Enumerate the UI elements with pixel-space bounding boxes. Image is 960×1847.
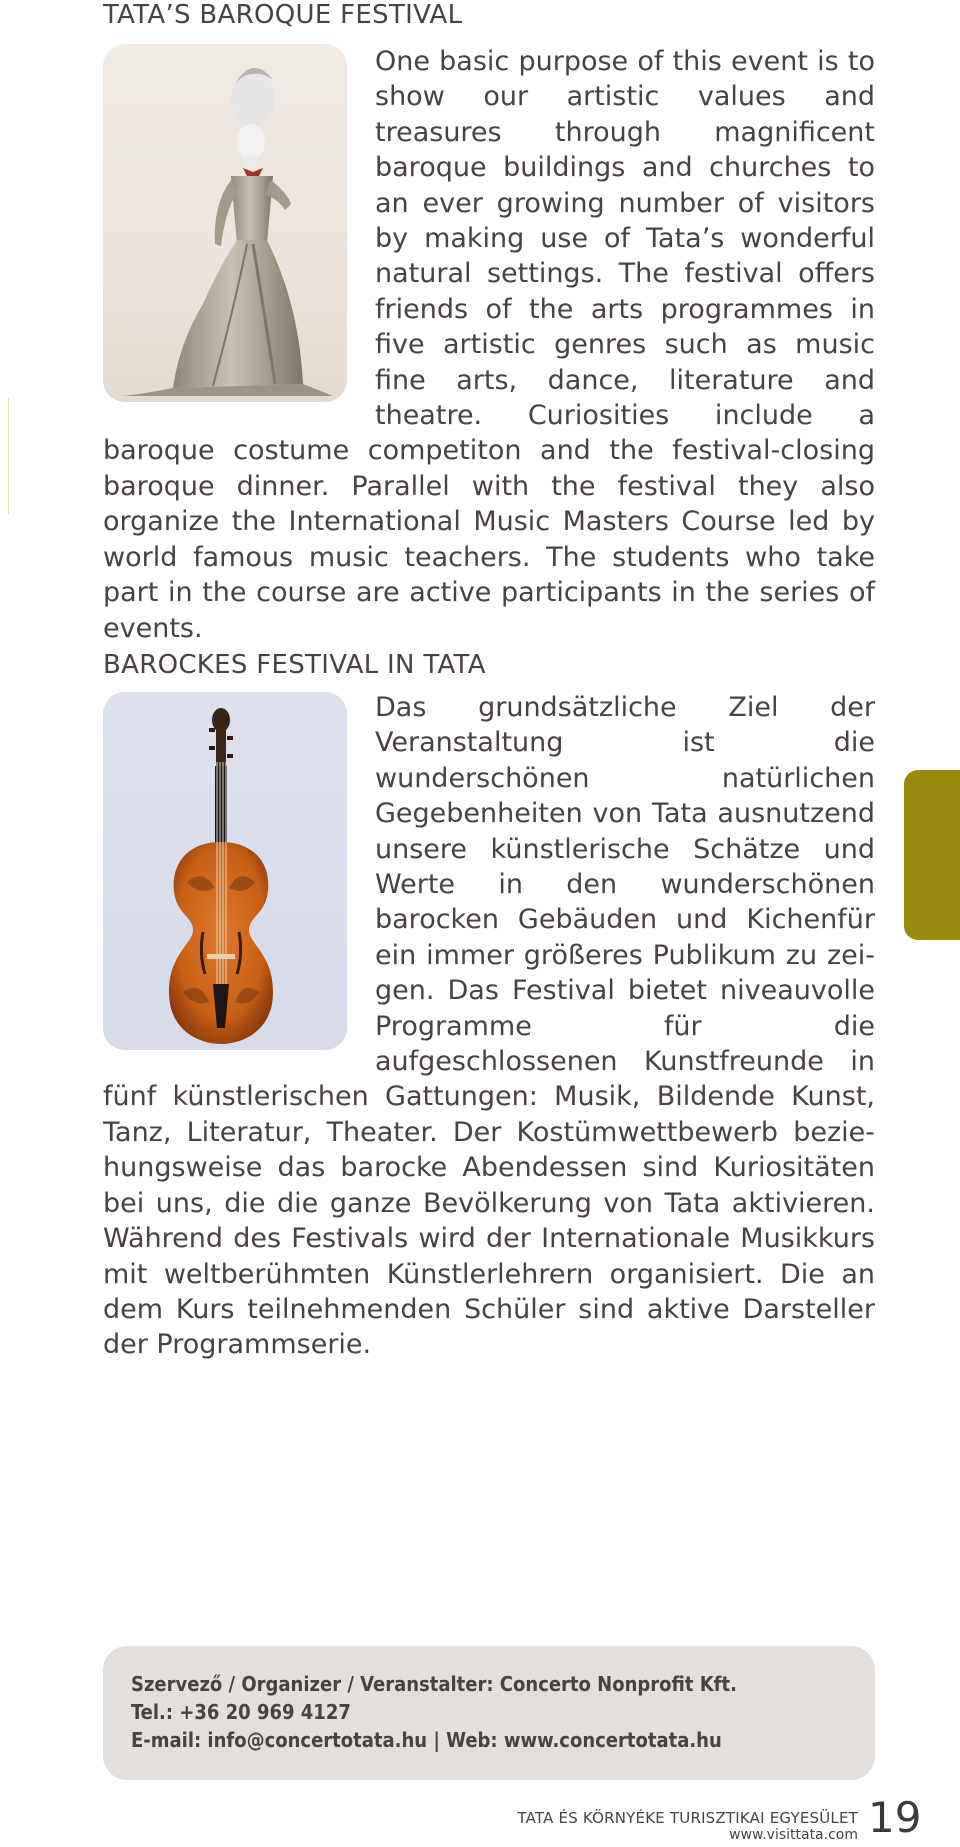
section-heading: BAROCKES FESTIVAL IN TATA (103, 650, 486, 680)
page-number: 19 (868, 1793, 922, 1842)
margin-rule (8, 398, 9, 514)
organizer-line: Szervező / Organizer / Veranstalter: Concerto Nonprofit Kft. (131, 1672, 737, 1696)
chapter-tab (904, 770, 960, 940)
section-body: One basic purpose of this event is to show our artistic values and treasures through magnificent baroque buildings and churches to an ever growing number of visitors by making use of Tata’s wonderful natural settings. The festival offers friends of the arts programmes in five artistic genres such as music fine arts, dance, literature and theatre. Curiosities include a baroque costume competiton and the festival-closing baroque dinner. Parallel with the festival they also organize the International Music Masters Course led by world famous music teachers. The students who take part in the course are active participants in the series of events. (103, 46, 875, 644)
phone-line: Tel.: +36 20 969 4127 (131, 1700, 351, 1724)
footer-url: www.visittata.com (729, 1827, 858, 1843)
section-body: Das grundsätzliche Ziel der Veranstaltung ist die wunderschönen natürlichen Gegebenheiten von Tata ausnutzend unsere künstlerische Schätze und Werte in den wunderschönen barocken Gebäuden und Kichenfür ein immer größeres Publikum zu zeigen. Das Festival bietet niveauvolle Programme für die aufgeschlossenen Kunstfreunde in fünf künstlerischen Gattungen: Musik, Bildende Kunst, Tanz, Literatur, Theater. Der Kostümwettbewerb beziehungsweise das barocke Abendessen sind Kuriositäten bei uns, die die ganze Bevölkerung von Tata aktivieren. Während des Festivals wird der Internationale Musikkurs mit weltberühmten Künstlerlehrern organisiert. Die an dem Kurs teilnehmenden Schüler sind aktive Darsteller der Programmserie. (103, 692, 875, 1361)
violin-photo (103, 692, 347, 1050)
section-barockes-festival (103, 652, 875, 1363)
section-baroque-festival (103, 2, 875, 646)
email-web-line: E-mail: info@concertotata.hu | Web: www.concertotata.hu (131, 1728, 722, 1752)
footer-organization: TATA ÉS KÖRNYÉKE TURISZTIKAI EGYESÜLET (517, 1809, 858, 1827)
baroque-dress-photo (103, 44, 347, 402)
organizer-info-box (103, 1646, 875, 1780)
section-heading: TATA’S BAROQUE FESTIVAL (103, 0, 463, 30)
